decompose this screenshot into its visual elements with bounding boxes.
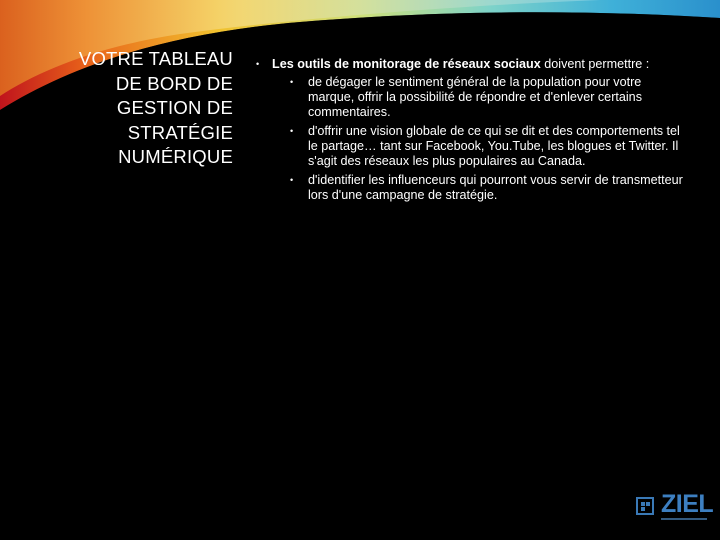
main-bullet-rest: doivent permettre : [540, 57, 650, 71]
sub-bullet [256, 75, 686, 120]
sub-bullet [256, 173, 686, 203]
logo-underline [661, 518, 707, 520]
slide-title: VOTRE TABLEAU DE BORD DE GESTION DE STRATÉGIE NUMÉRIQUE [78, 48, 233, 167]
main-bullet-bold: Les outils de monitorage de réseaux sociaux [272, 57, 541, 71]
bullet-icon: • [290, 175, 294, 185]
bullet-icon: • [256, 59, 260, 69]
sub-bullet [256, 124, 686, 169]
main-bullet [256, 57, 686, 72]
sub-bullet-list [256, 75, 686, 203]
bullet-icon: • [290, 77, 294, 87]
ziel-logo [633, 490, 714, 524]
sub-bullet-text: d'offrir une vision globale de ce qui se dit et des comportements tel le partage… tant sur Facebook, You.Tube, les blogues et Twitter. Il s'agit des réseaux les plus populaires au Canada. [308, 124, 680, 168]
logo-text: ZIEL [661, 490, 714, 518]
logo-mark-icon [636, 497, 654, 515]
slide-content [256, 57, 686, 207]
sub-bullet-text: de dégager le sentiment général de la population pour votre marque, offrir la possibilité de répondre et d'enlever certains commentaires. [308, 75, 642, 119]
sub-bullet-text: d'identifier les influenceurs qui pourront vous servir de transmetteur lors d'une campagne de stratégie. [308, 173, 683, 202]
bullet-icon: • [290, 126, 294, 136]
